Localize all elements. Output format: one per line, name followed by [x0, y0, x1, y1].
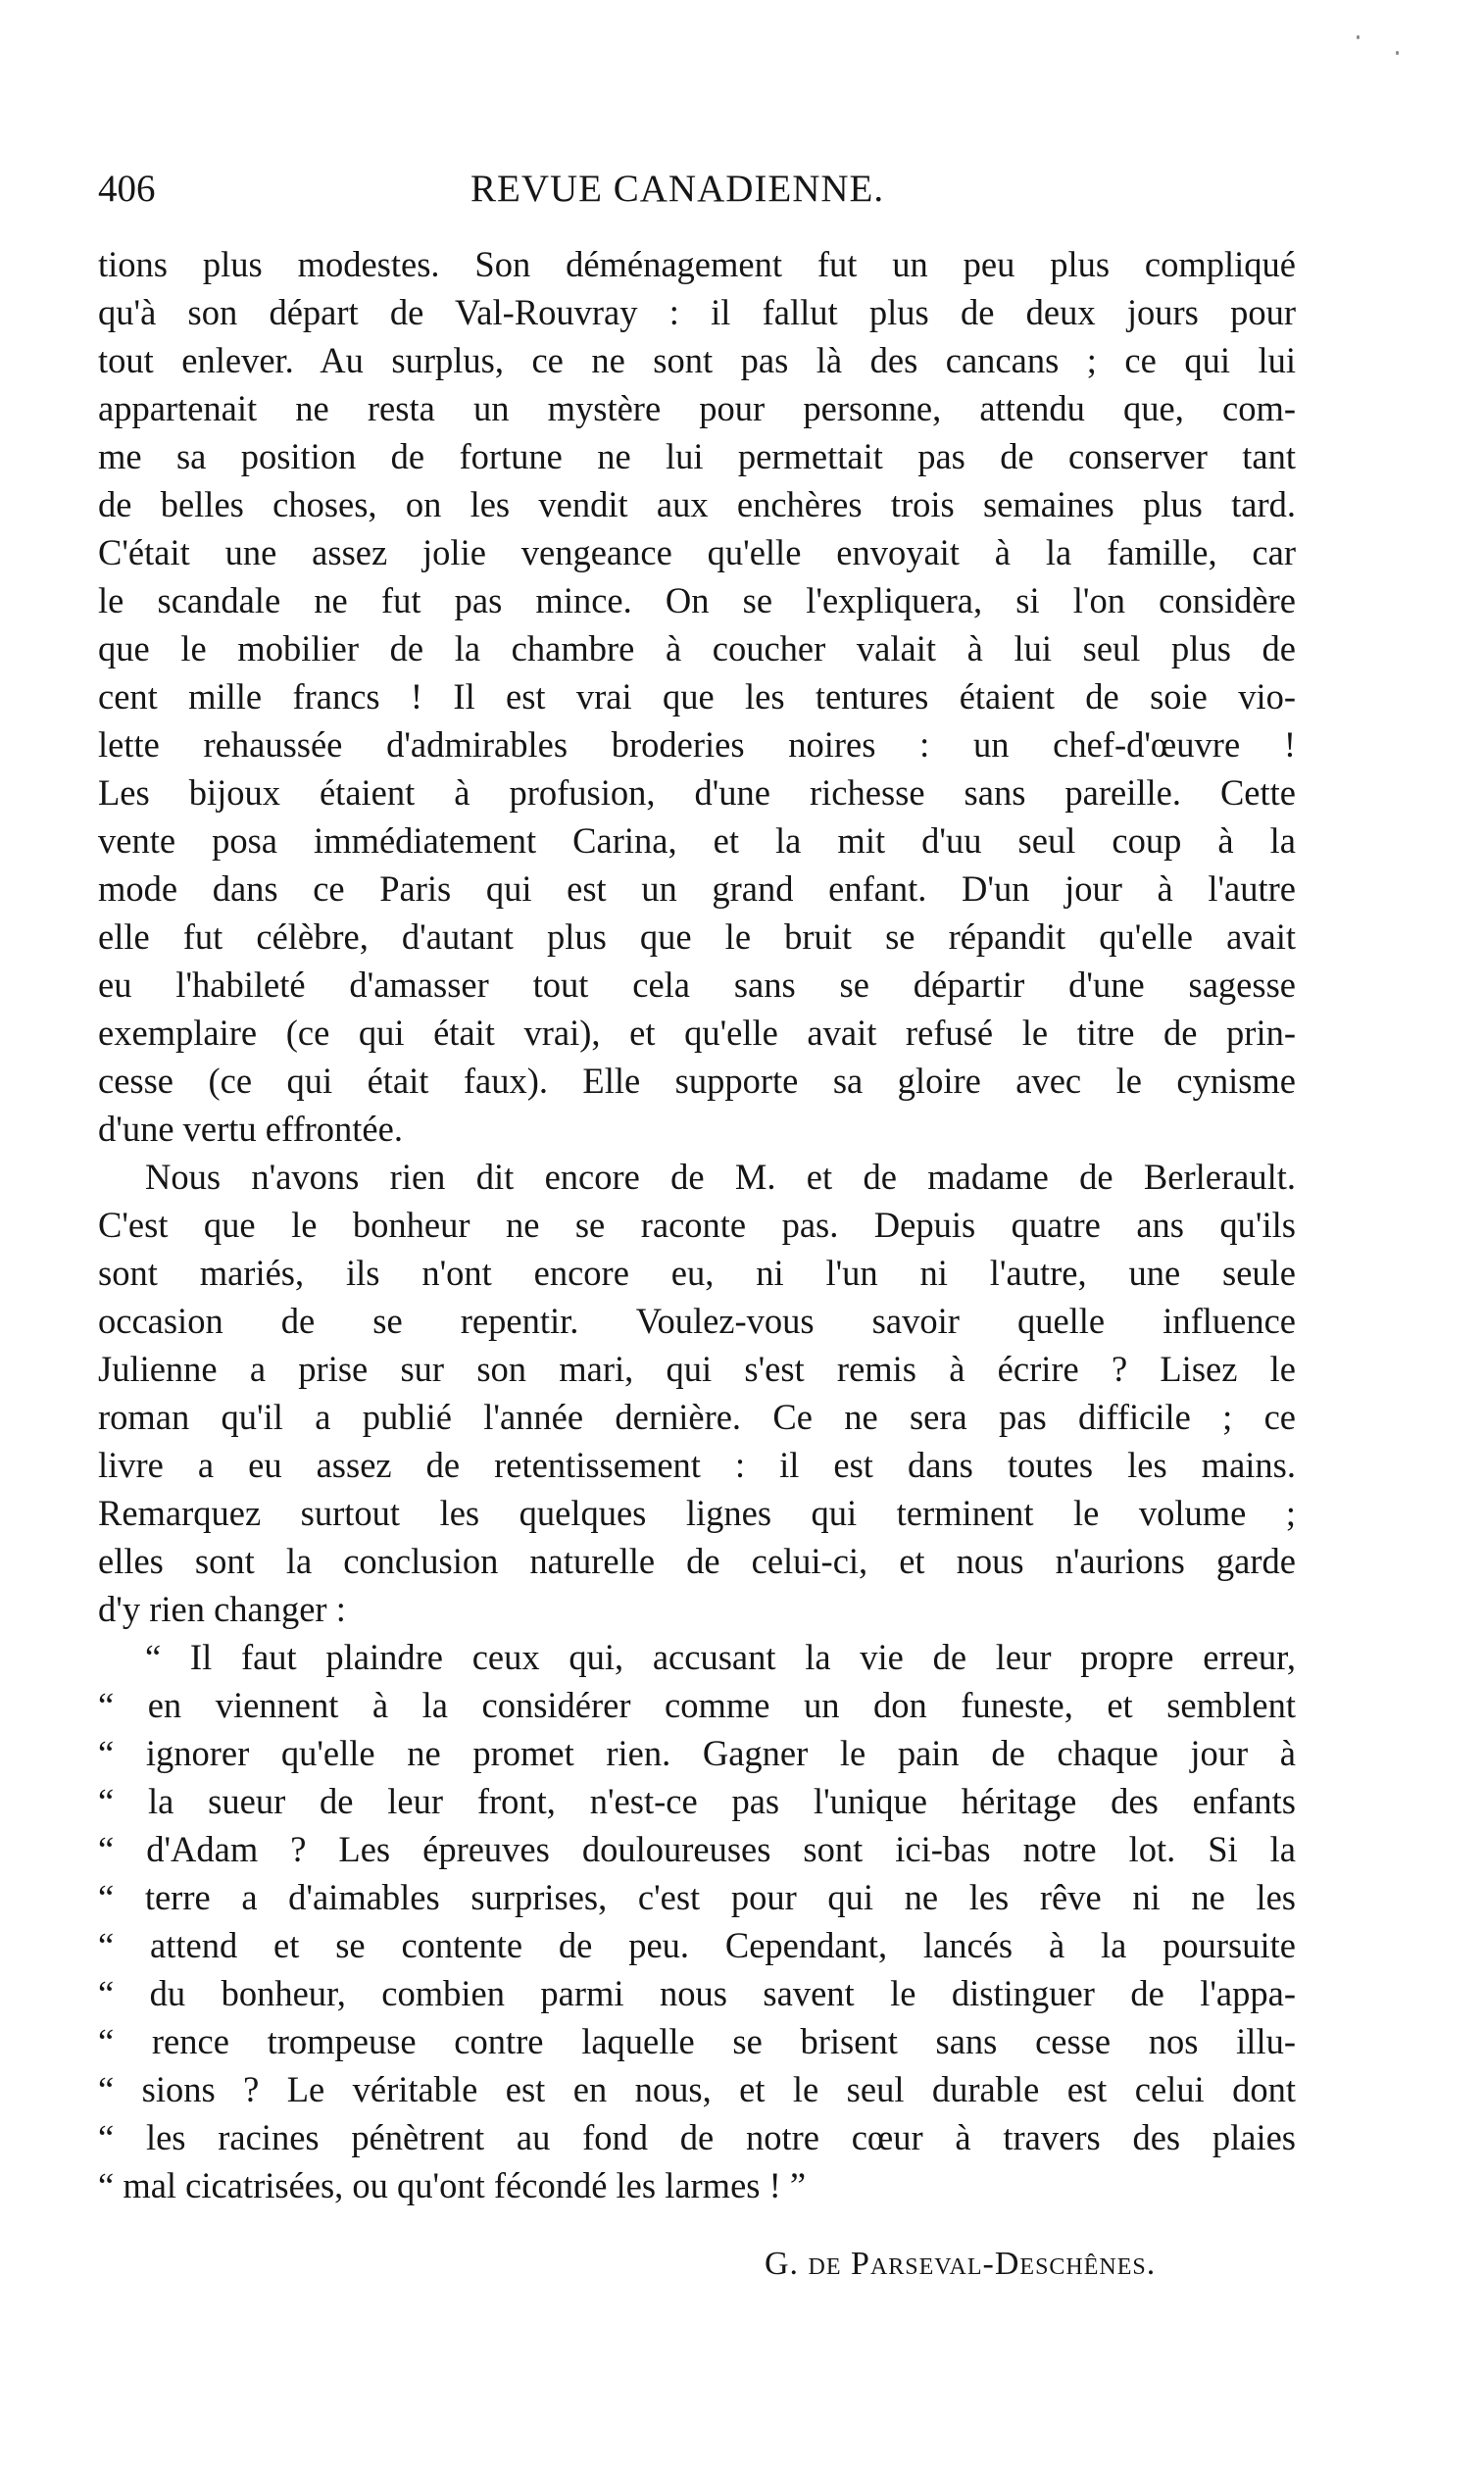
- text-line: Remarquez surtout les quelques lignes qui terminent le volume ;: [98, 1493, 1296, 1533]
- text-line: vente posa immédiatement Carina, et la mit d'uu seul coup à la: [98, 820, 1296, 861]
- quote-line: “ attend et se contente de peu. Cependant, lancés à la poursuite: [98, 1925, 1296, 1965]
- text-line: me sa position de fortune ne lui permettait pas de conserver tant: [98, 436, 1296, 476]
- text-line: Nous n'avons rien dit encore de M. et de madame de Berlerault.: [145, 1157, 1296, 1197]
- text-line: appartenait ne resta un mystère pour personne, attendu que, com-: [98, 388, 1296, 428]
- scan-speck: [1396, 51, 1399, 55]
- body-text: [98, 240, 1296, 2209]
- page-number: 406: [98, 168, 156, 210]
- text-line: Les bijoux étaient à profusion, d'une richesse sans pareille. Cette: [98, 772, 1296, 813]
- running-head: REVUE CANADIENNE.: [470, 168, 885, 210]
- page-header: [98, 165, 1296, 214]
- text-line: livre a eu assez de retentissement : il est dans toutes les mains.: [98, 1445, 1296, 1485]
- text-line: sont mariés, ils n'ont encore eu, ni l'un ni l'autre, une seule: [98, 1253, 1296, 1293]
- text-line: roman qu'il a publié l'année dernière. Ce ne sera pas difficile ; ce: [98, 1397, 1296, 1437]
- quote-line: “ terre a d'aimables surprises, c'est pour qui ne les rêve ni ne les: [98, 1877, 1296, 1917]
- text-line: qu'à son départ de Val-Rouvray : il fallut plus de deux jours pour: [98, 292, 1296, 332]
- quote-line: “ en viennent à la considérer comme un don funeste, et semblent: [98, 1685, 1296, 1725]
- text-line: de belles choses, on les vendit aux enchères trois semaines plus tard.: [98, 484, 1296, 524]
- scan-speck: [1357, 35, 1360, 39]
- text-line: tions plus modestes. Son déménagement fut un peu plus compliqué: [98, 244, 1296, 284]
- quote-line: “ la sueur de leur front, n'est-ce pas l'unique héritage des enfants: [98, 1781, 1296, 1821]
- quote-line: “ ignorer qu'elle ne promet rien. Gagner le pain de chaque jour à: [98, 1733, 1296, 1773]
- text-line: C'était une assez jolie vengeance qu'elle envoyait à la famille, car: [98, 532, 1296, 572]
- text-line: exemplaire (ce qui était vrai), et qu'elle avait refusé le titre de prin-: [98, 1013, 1296, 1053]
- author-signature: G. de Parseval-Deschênes.: [765, 2246, 1157, 2282]
- text-line: le scandale ne fut pas mince. On se l'expliquera, si l'on considère: [98, 580, 1296, 620]
- text-line: occasion de se repentir. Voulez-vous savoir quelle influence: [98, 1301, 1296, 1341]
- text-line: eu l'habileté d'amasser tout cela sans se départir d'une sagesse: [98, 965, 1296, 1005]
- quote-line: “ rence trompeuse contre laquelle se brisent sans cesse nos illu-: [98, 2021, 1296, 2061]
- text-line: tout enlever. Au surplus, ce ne sont pas là des cancans ; ce qui lui: [98, 340, 1296, 380]
- quote-line: “ mal cicatrisées, ou qu'ont fécondé les larmes ! ”: [98, 2165, 807, 2205]
- text-line: que le mobilier de la chambre à coucher valait à lui seul plus de: [98, 628, 1296, 668]
- text-line: elle fut célèbre, d'autant plus que le bruit se répandit qu'elle avait: [98, 916, 1296, 957]
- text-line: lette rehaussée d'admirables broderies noires : un chef-d'œuvre !: [98, 724, 1296, 765]
- quote-line: “ les racines pénètrent au fond de notre cœur à travers des plaies: [98, 2117, 1296, 2157]
- quote-line: “ du bonheur, combien parmi nous savent le distinguer de l'appa-: [98, 1973, 1296, 2013]
- text-line: cent mille francs ! Il est vrai que les tentures étaient de soie vio-: [98, 676, 1296, 717]
- text-line: mode dans ce Paris qui est un grand enfant. D'un jour à l'autre: [98, 868, 1296, 909]
- text-line: d'y rien changer :: [98, 1589, 346, 1629]
- quote-line: “ d'Adam ? Les épreuves douloureuses sont ici-bas notre lot. Si la: [98, 1829, 1296, 1869]
- text-line: d'une vertu effrontée.: [98, 1109, 403, 1149]
- quote-line: “ Il faut plaindre ceux qui, accusant la vie de leur propre erreur,: [145, 1637, 1296, 1677]
- text-line: C'est que le bonheur ne se raconte pas. Depuis quatre ans qu'ils: [98, 1205, 1296, 1245]
- text-line: cesse (ce qui était faux). Elle supporte sa gloire avec le cynisme: [98, 1061, 1296, 1101]
- text-line: Julienne a prise sur son mari, qui s'est remis à écrire ? Lisez le: [98, 1349, 1296, 1389]
- quote-line: “ sions ? Le véritable est en nous, et le seul durable est celui dont: [98, 2069, 1296, 2109]
- text-line: elles sont la conclusion naturelle de celui-ci, et nous n'aurions garde: [98, 1541, 1296, 1581]
